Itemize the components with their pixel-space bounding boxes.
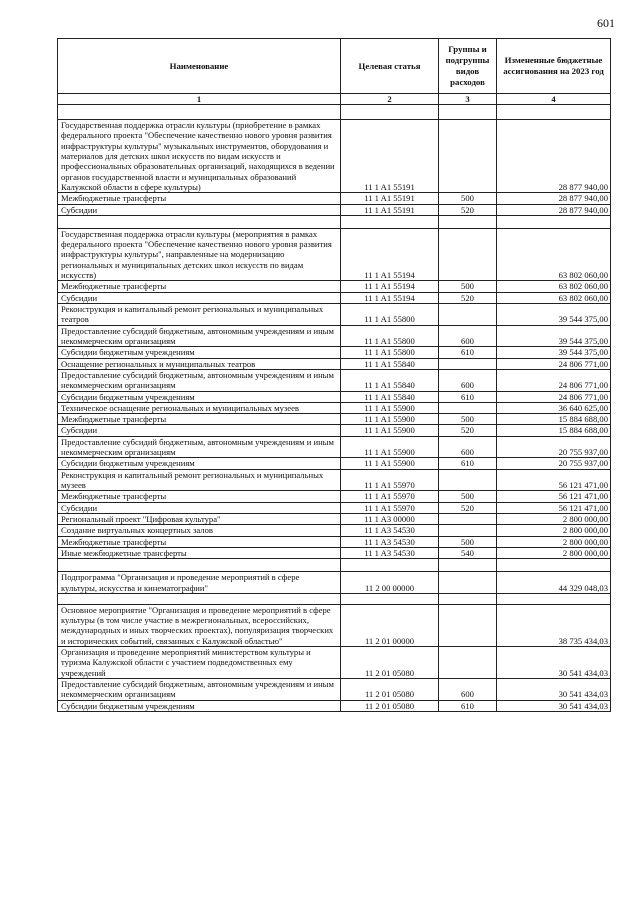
row-target-cell: 11 1 A3 54530 <box>341 525 439 536</box>
spacer-cell <box>341 105 439 120</box>
row-name-cell: Субсидии бюджетным учреждениям <box>58 391 341 402</box>
table-row <box>58 572 611 594</box>
row-amount-cell: 63 802 060,00 <box>497 292 611 303</box>
header-row <box>58 39 611 94</box>
row-group-cell: 500 <box>439 281 497 292</box>
row-group-cell: 610 <box>439 458 497 469</box>
row-group-cell: 520 <box>439 425 497 436</box>
row-name-cell: Межбюджетные трансферты <box>58 536 341 547</box>
row-group-cell: 600 <box>439 679 497 701</box>
row-group-cell: 520 <box>439 502 497 513</box>
spacer-cell <box>58 593 341 604</box>
row-amount-cell: 2 800 000,00 <box>497 513 611 524</box>
row-target-cell: 11 1 A1 55840 <box>341 369 439 391</box>
row-amount-cell: 28 877 940,00 <box>497 193 611 204</box>
row-amount-cell: 36 640 625,00 <box>497 402 611 413</box>
row-group-cell <box>439 402 497 413</box>
spacer-row <box>58 105 611 120</box>
table-row <box>58 304 611 326</box>
table-row <box>58 436 611 458</box>
row-amount-cell: 39 544 375,00 <box>497 325 611 347</box>
row-target-cell: 11 1 A1 55194 <box>341 292 439 303</box>
row-target-cell: 11 1 A1 55800 <box>341 304 439 326</box>
row-amount-cell: 38 735 434,03 <box>497 604 611 646</box>
row-target-cell: 11 1 A1 55900 <box>341 402 439 413</box>
spacer-cell <box>341 593 439 604</box>
table-row <box>58 325 611 347</box>
row-group-cell: 500 <box>439 536 497 547</box>
table-row <box>58 525 611 536</box>
row-name-cell: Региональный проект "Цифровая культура" <box>58 513 341 524</box>
row-group-cell: 520 <box>439 292 497 303</box>
row-group-cell <box>439 304 497 326</box>
row-amount-cell: 15 884 688,00 <box>497 414 611 425</box>
row-target-cell: 11 1 A1 55191 <box>341 120 439 193</box>
row-amount-cell: 39 544 375,00 <box>497 347 611 358</box>
table-row <box>58 513 611 524</box>
spacer-cell <box>341 559 439 572</box>
row-amount-cell: 15 884 688,00 <box>497 425 611 436</box>
table-row <box>58 425 611 436</box>
row-name-cell: Реконструкция и капитальный ремонт региональных и муниципальных музеев <box>58 469 341 491</box>
row-amount-cell: 56 121 471,00 <box>497 469 611 491</box>
row-group-cell: 500 <box>439 414 497 425</box>
row-group-cell <box>439 358 497 369</box>
row-amount-cell: 2 800 000,00 <box>497 536 611 547</box>
spacer-cell <box>58 105 341 120</box>
row-amount-cell: 2 800 000,00 <box>497 525 611 536</box>
row-group-cell: 600 <box>439 369 497 391</box>
row-group-cell <box>439 647 497 679</box>
header-target: Целевая статья <box>341 39 439 94</box>
header-amount: Измененные бюджетные ассигнования на 2023 год <box>497 39 611 94</box>
row-amount-cell: 30 541 434,03 <box>497 700 611 711</box>
row-target-cell: 11 1 A1 55970 <box>341 491 439 502</box>
spacer-cell <box>497 105 611 120</box>
row-group-cell: 610 <box>439 391 497 402</box>
row-name-cell: Государственная поддержка отрасли культуры (мероприятия в рамках федерального проекта "Обеспечение качественно нового уровня развития инфраструктуры культуры", направленные на модернизацию региональных и муниципальных детских школ искусств по видам искусств) <box>58 228 341 281</box>
row-group-cell: 540 <box>439 547 497 558</box>
column-number-row <box>58 94 611 105</box>
table-row <box>58 679 611 701</box>
budget-table <box>57 38 611 712</box>
row-name-cell: Субсидии бюджетным учреждениям <box>58 700 341 711</box>
spacer-cell <box>439 593 497 604</box>
row-target-cell: 11 1 A1 55840 <box>341 391 439 402</box>
row-name-cell: Оснащение региональных и муниципальных театров <box>58 358 341 369</box>
row-group-cell: 500 <box>439 193 497 204</box>
spacer-cell <box>497 559 611 572</box>
column-number: 2 <box>341 94 439 105</box>
spacer-row <box>58 559 611 572</box>
table-row <box>58 228 611 281</box>
row-name-cell: Межбюджетные трансферты <box>58 193 341 204</box>
row-target-cell: 11 1 A1 55970 <box>341 469 439 491</box>
row-amount-cell: 30 541 434,03 <box>497 647 611 679</box>
row-group-cell: 520 <box>439 204 497 215</box>
row-amount-cell: 39 544 375,00 <box>497 304 611 326</box>
table-row <box>58 391 611 402</box>
row-amount-cell: 63 802 060,00 <box>497 281 611 292</box>
header-name: Наименование <box>58 39 341 94</box>
row-amount-cell: 24 806 771,00 <box>497 391 611 402</box>
row-target-cell: 11 1 A1 55900 <box>341 425 439 436</box>
row-target-cell: 11 1 A3 00000 <box>341 513 439 524</box>
row-amount-cell: 44 329 048,03 <box>497 572 611 594</box>
row-name-cell: Субсидии <box>58 502 341 513</box>
row-amount-cell: 28 877 940,00 <box>497 120 611 193</box>
spacer-cell <box>58 215 341 228</box>
row-group-cell <box>439 572 497 594</box>
row-name-cell: Подпрограмма "Организация и проведение мероприятий в сфере культуры, искусства и кинематографии" <box>58 572 341 594</box>
table-row <box>58 700 611 711</box>
row-target-cell: 11 1 A1 55800 <box>341 347 439 358</box>
column-number: 4 <box>497 94 611 105</box>
table-row <box>58 120 611 193</box>
row-name-cell: Реконструкция и капитальный ремонт региональных и муниципальных театров <box>58 304 341 326</box>
spacer-cell <box>497 593 611 604</box>
row-group-cell <box>439 604 497 646</box>
row-target-cell: 11 2 01 05080 <box>341 647 439 679</box>
row-group-cell <box>439 469 497 491</box>
row-name-cell: Основное мероприятие "Организация и проведение мероприятий в сфере культуры (в том числе участие в межрегиональных, всероссийских, международных и иных творческих проектах), популяризация творческих и исторических событий, связанных с Калужской областью" <box>58 604 341 646</box>
row-name-cell: Иные межбюджетные трансферты <box>58 547 341 558</box>
row-amount-cell: 56 121 471,00 <box>497 491 611 502</box>
row-target-cell: 11 1 A1 55900 <box>341 458 439 469</box>
row-amount-cell: 24 806 771,00 <box>497 358 611 369</box>
table-row <box>58 502 611 513</box>
row-name-cell: Субсидии бюджетным учреждениям <box>58 347 341 358</box>
spacer-cell <box>439 559 497 572</box>
row-target-cell: 11 1 A1 55191 <box>341 204 439 215</box>
row-group-cell <box>439 120 497 193</box>
row-target-cell: 11 1 A1 55194 <box>341 228 439 281</box>
row-name-cell: Межбюджетные трансферты <box>58 414 341 425</box>
spacer-cell <box>439 215 497 228</box>
row-name-cell: Субсидии <box>58 292 341 303</box>
table-row <box>58 369 611 391</box>
table-row <box>58 193 611 204</box>
table-row <box>58 547 611 558</box>
table-row <box>58 469 611 491</box>
row-target-cell: 11 1 A1 55900 <box>341 414 439 425</box>
table-row <box>58 458 611 469</box>
row-group-cell <box>439 525 497 536</box>
row-amount-cell: 2 800 000,00 <box>497 547 611 558</box>
row-target-cell: 11 2 01 05080 <box>341 679 439 701</box>
table-row <box>58 292 611 303</box>
row-group-cell: 600 <box>439 436 497 458</box>
row-target-cell: 11 1 A1 55840 <box>341 358 439 369</box>
row-name-cell: Субсидии бюджетным учреждениям <box>58 458 341 469</box>
row-target-cell: 11 1 A1 55970 <box>341 502 439 513</box>
row-name-cell: Государственная поддержка отрасли культуры (приобретение в рамках федерального проекта "Обеспечение качественно нового уровня развития инфраструктуры культуры" музыкальных инструментов, оборудования и материалов для детских школ искусств по видам искусств и профессиональных образовательных организаций, находящихся в ведении органов государственной власти и муниципальных образований Калужской области в сфере культуры) <box>58 120 341 193</box>
row-name-cell: Межбюджетные трансферты <box>58 491 341 502</box>
row-name-cell: Предоставление субсидий бюджетным, автономным учреждениям и иным некоммерческим организациям <box>58 325 341 347</box>
row-name-cell: Межбюджетные трансферты <box>58 281 341 292</box>
row-group-cell <box>439 513 497 524</box>
header-group: Группы и подгруппы видов расходов <box>439 39 497 94</box>
row-amount-cell: 63 802 060,00 <box>497 228 611 281</box>
row-amount-cell: 20 755 937,00 <box>497 458 611 469</box>
row-target-cell: 11 2 01 05080 <box>341 700 439 711</box>
row-name-cell: Предоставление субсидий бюджетным, автономным учреждениям и иным некоммерческим организациям <box>58 369 341 391</box>
table-row <box>58 204 611 215</box>
table-row <box>58 414 611 425</box>
row-target-cell: 11 1 A1 55800 <box>341 325 439 347</box>
spacer-cell <box>58 559 341 572</box>
table-row <box>58 647 611 679</box>
table-row <box>58 402 611 413</box>
row-target-cell: 11 1 A1 55900 <box>341 436 439 458</box>
row-amount-cell: 56 121 471,00 <box>497 502 611 513</box>
column-number: 3 <box>439 94 497 105</box>
row-name-cell: Организация и проведение мероприятий министерством культуры и туризма Калужской области с участием подведомственных ему учреждений <box>58 647 341 679</box>
row-group-cell: 610 <box>439 700 497 711</box>
row-target-cell: 11 1 A1 55194 <box>341 281 439 292</box>
row-name-cell: Предоставление субсидий бюджетным, автономным учреждениям и иным некоммерческим организациям <box>58 436 341 458</box>
row-target-cell: 11 1 A1 55191 <box>341 193 439 204</box>
row-name-cell: Субсидии <box>58 425 341 436</box>
row-amount-cell: 24 806 771,00 <box>497 369 611 391</box>
table-row <box>58 536 611 547</box>
table-row <box>58 491 611 502</box>
page-number: 601 <box>597 16 615 30</box>
row-target-cell: 11 2 00 00000 <box>341 572 439 594</box>
spacer-cell <box>341 215 439 228</box>
row-group-cell: 500 <box>439 491 497 502</box>
table-row <box>58 281 611 292</box>
row-name-cell: Создание виртуальных концертных залов <box>58 525 341 536</box>
spacer-row <box>58 593 611 604</box>
row-group-cell: 610 <box>439 347 497 358</box>
spacer-cell <box>439 105 497 120</box>
row-group-cell: 600 <box>439 325 497 347</box>
table-row <box>58 358 611 369</box>
row-name-cell: Субсидии <box>58 204 341 215</box>
row-name-cell: Техническое оснащение региональных и муниципальных музеев <box>58 402 341 413</box>
row-group-cell <box>439 228 497 281</box>
row-name-cell: Предоставление субсидий бюджетным, автономным учреждениям и иным некоммерческим организациям <box>58 679 341 701</box>
spacer-cell <box>497 215 611 228</box>
row-amount-cell: 30 541 434,03 <box>497 679 611 701</box>
row-amount-cell: 28 877 940,00 <box>497 204 611 215</box>
row-target-cell: 11 2 01 00000 <box>341 604 439 646</box>
row-target-cell: 11 1 A3 54530 <box>341 547 439 558</box>
table-row <box>58 347 611 358</box>
column-number: 1 <box>58 94 341 105</box>
table-row <box>58 604 611 646</box>
row-target-cell: 11 1 A3 54530 <box>341 536 439 547</box>
spacer-row <box>58 215 611 228</box>
row-amount-cell: 20 755 937,00 <box>497 436 611 458</box>
